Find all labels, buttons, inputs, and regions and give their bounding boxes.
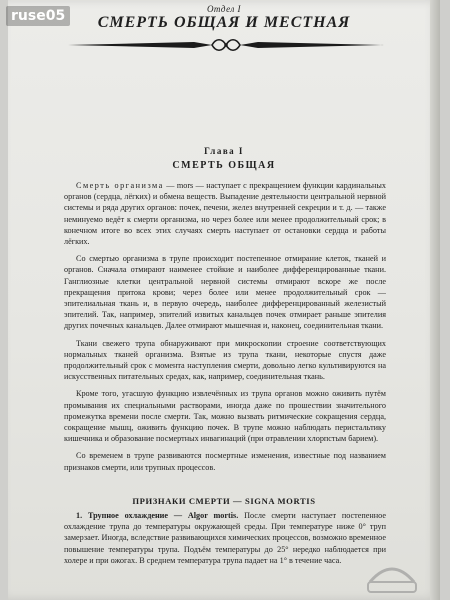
chapter-label: Глава I [204,146,244,156]
paragraph-group-1 [64,180,386,473]
book-page [8,0,440,600]
paragraph-5: Со временем в трупе развиваются посмертные изменения, известные под названием признаков смерти, или трупных процессов. [64,451,386,472]
book-spine-shadow [430,0,440,600]
part-title: СМЕРТЬ ОБЩАЯ И МЕСТНАЯ [97,14,351,31]
item-term: 1. Трупное охлаждение — Algor mortis. [76,511,239,520]
paragraph-1 [64,180,386,247]
paragraph-1-text: — mors — наступает с прекращением функции кардинальных органов (сердца, лёгких) и обмена веществ. Выпадение деятельности центральной нервной системы и ряда других органов: почек, печени, желез внутренней секреции и т. д. — также неминуемо ведёт к смерти организма, но через более или менее продолжительный срок; в конечном итоге во всех этих случаях смерть наступает от остановки сердца и работы лёгких. [64,181,386,247]
item-text: После смерти наступает постепенное охлаждение трупа до температуры окружающей среды. При температуре ниже 0° труп замерзает. Иногда, вследствие развивающихся химических процессов, возможно временное повышение температуры трупа. Подъём температуры до 25° нередко наблюдается при холере и при ожогах. В среднем температура трупа падает на 1° в течение часа. [64,511,386,565]
paragraph-group-2 [64,510,386,566]
ornament-divider-icon [66,36,386,54]
bazar-logo-icon [362,552,422,596]
chapter-title: СМЕРТЬ ОБЩАЯ [172,160,276,171]
paragraph-3: Ткани свежего трупа обнаруживают при микроскопии строение соответствующих нормальных тканей организма. Взятые из трупа ткани, некоторые спустя даже продолжительный срок с момента наступления смерти, довольно легко культивируются на искусственных питательных средах, как, например, соединительная ткань. [64,338,386,382]
watermark-logo: ruse05 [6,6,70,26]
paragraph-4: Кроме того, угасшую функцию извлечённых из трупа органов можно оживить путём промывания их специальными растворами, иногда даже по прошествии значительного промежутка времени после смерти. Так, можно вызвать ритмические сокращения сердца, сокращение мышц, оживить функцию почек. В трупе можно наблюдать перистальтику кишечника и образование посмертных инвагинаций (при отравлении хлорпстым барием). [64,389,386,444]
lead-term: Смерть организма [76,181,164,190]
section-label: Отдел I [206,4,242,14]
paragraph-2: Со смертью организма в трупе происходит постепенное отмирание клеток, тканей и органов. Сначала отмирают наименее стойкие и наиболее дифференцированные ткани. Ганглиозные клетки центральной нервной системы отмирают вскоре же после прекращения притока крови; через более или менее продолжительный срок — эпителиальная ткань и, в первую очередь, наиболее дифференцированный железистый эпителий. Так, например, эпителий извитых канальцев почек отмирает раньше эпителия других почечных канальцев. Далее отмирают мышечная и, наконец, соединительная ткани. [64,254,386,331]
section-heading: ПРИЗНАКИ СМЕРТИ — SIGNA MORTIS [132,496,316,506]
list-item [64,510,386,566]
